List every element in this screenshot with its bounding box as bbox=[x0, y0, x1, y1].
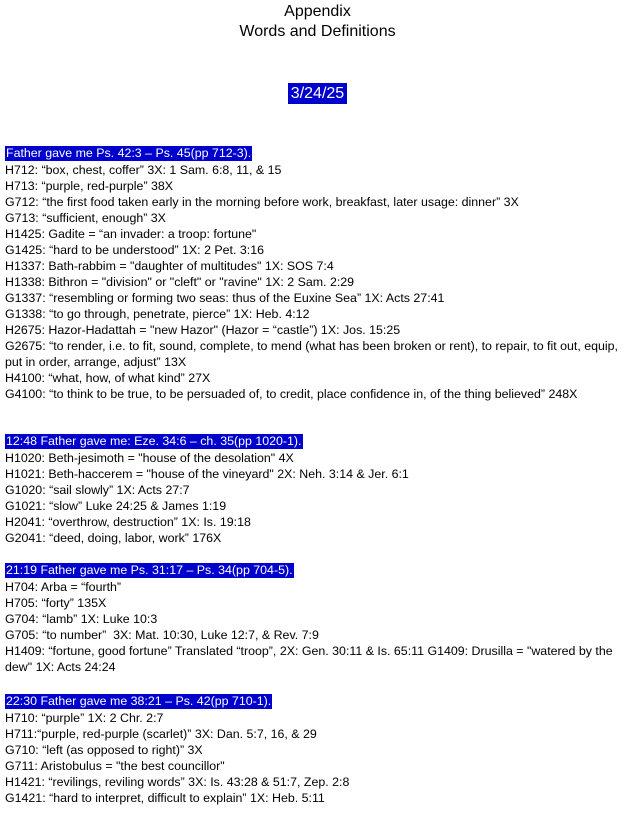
definition-line: G4100: “to think to be true, to be persuaded of, to credit, place confidence in, of the thing believed” 248X bbox=[5, 387, 578, 401]
definition-line: G1020: “sail slowly” 1X: Acts 27:7 bbox=[5, 483, 190, 497]
section-heading: 12:48 Father gave me: Eze. 34:6 – ch. 35(pp 1020-1). bbox=[6, 434, 302, 448]
section-1 bbox=[5, 144, 631, 402]
section-heading: 21:19 Father gave me Ps. 31:17 – Ps. 34(pp 704-5). bbox=[6, 563, 293, 577]
definition-line: G1421: “hard to interpret, difficult to explain” 1X: Heb. 5:11 bbox=[5, 791, 325, 805]
definition-line: G710: “left (as opposed to right)” 3X bbox=[5, 743, 203, 757]
definition-line: G1338: “to go through, penetrate, pierce” 1X: Heb. 4:12 bbox=[5, 307, 310, 321]
definition-line: H2675: Hazor-Hadattah = "new Hazor" (Hazor = “castle”) 1X: Jos. 15:25 bbox=[5, 323, 401, 337]
definition-line: G705: “to number” 3X: Mat. 10:30, Luke 12:7, & Rev. 7:9 bbox=[5, 628, 319, 642]
definition-line: H1337: Bath-rabbim = "daughter of multitudes" 1X: SOS 7:4 bbox=[5, 259, 334, 273]
definition-line: H4100: “what, how, of what kind” 27X bbox=[5, 371, 211, 385]
definition-line: H1421: “revilings, reviling words” 3X: Is. 43:28 & 51:7, Zep. 2:8 bbox=[5, 775, 350, 789]
definition-line: G711: Aristobulus = "the best councillor" bbox=[5, 759, 225, 773]
definition-line: G712: “the first food taken early in the morning before work, breakfast, later usage: dinner” 3X bbox=[5, 195, 519, 209]
definition-line: G1337: “resembling or forming two seas: thus of the Euxine Sea” 1X: Acts 27:41 bbox=[5, 291, 445, 305]
definition-line: H2041: “overthrow, destruction” 1X: Is. 19:18 bbox=[5, 515, 251, 529]
section-3 bbox=[5, 561, 631, 675]
definition-line: H713: “purple, red-purple” 38X bbox=[5, 179, 174, 193]
definition-line: H1338: Bithron = "division" or "cleft" or "ravine" 1X: 2 Sam. 2:29 bbox=[5, 275, 355, 289]
definition-line: G1425: “hard to be understood” 1X: 2 Pet. 3:16 bbox=[5, 243, 264, 257]
section-2 bbox=[5, 432, 631, 546]
definition-line: H1409: “fortune, good fortune” Translated “troop”, 2X: Gen. 30:11 & Is. 65:11 G1409: Drusilla = "watered by the dew" 1X: Acts 24:24 bbox=[5, 644, 613, 674]
definition-line: H705: “forty” 135X bbox=[5, 596, 107, 610]
definition-line: H711:“purple, red-purple (scarlet)” 3X: Dan. 5:7, 16, & 29 bbox=[5, 727, 317, 741]
definition-line: H1020: Beth-jesimoth = "house of the desolation" 4X bbox=[5, 451, 294, 465]
section-4 bbox=[5, 692, 631, 806]
definition-line: H712: “box, chest, coffer” 3X: 1 Sam. 6:8, 11, & 15 bbox=[5, 163, 282, 177]
definition-line: H704: Arba = “fourth” bbox=[5, 580, 122, 594]
definition-line: H1425: Gadite = “an invader: a troop: fortune" bbox=[5, 227, 257, 241]
words-definitions-subtitle: Words and Definitions bbox=[239, 23, 396, 40]
section-heading: Father gave me Ps. 42:3 – Ps. 45(pp 712-3). bbox=[6, 146, 252, 160]
definition-line: H710: “purple” 1X: 2 Chr. 2:7 bbox=[5, 711, 164, 725]
date-container bbox=[0, 83, 635, 104]
appendix-title: Appendix bbox=[284, 3, 351, 20]
definition-line: G1021: “slow” Luke 24:25 & James 1:19 bbox=[5, 499, 227, 513]
definition-line: H1021: Beth-haccerem = "house of the vineyard" 2X: Neh. 3:14 & Jer. 6:1 bbox=[5, 467, 409, 481]
date-badge: 3/24/25 bbox=[288, 83, 347, 104]
definition-line: G713: “sufficient, enough” 3X bbox=[5, 211, 166, 225]
definition-line: G704: “lamb” 1X: Luke 10:3 bbox=[5, 612, 158, 626]
section-heading: 22:30 Father gave me 38:21 – Ps. 42(pp 710-1). bbox=[6, 694, 272, 708]
definition-line: G2041: “deed, doing, labor, work” 176X bbox=[5, 531, 222, 545]
definition-line: G2675: “to render, i.e. to fit, sound, complete, to mend (what has been broken or rent), to repair, to fit out, equip, put in order, arrange, adjust” 13X bbox=[5, 339, 618, 369]
